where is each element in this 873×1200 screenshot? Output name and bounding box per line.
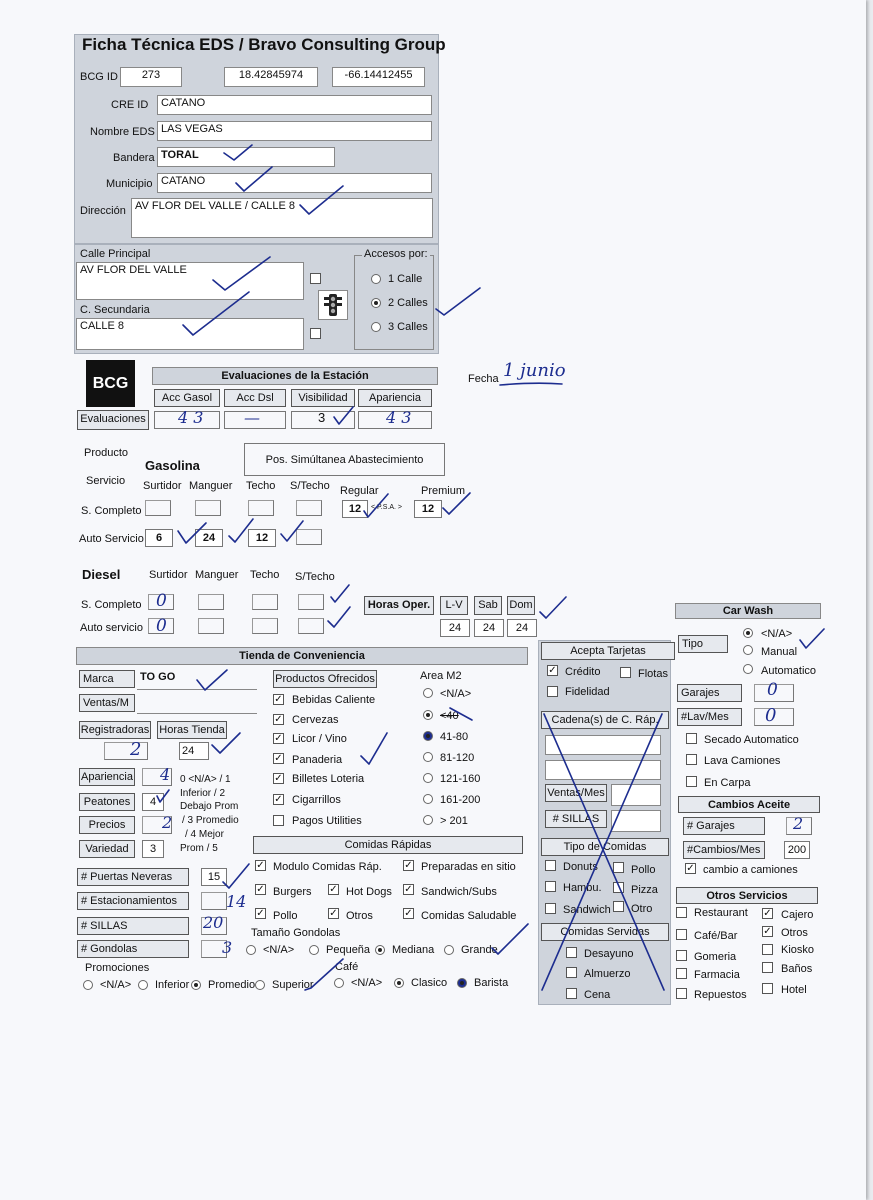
cafe-label: Café	[335, 961, 359, 973]
garajes-label: Garajes	[677, 684, 742, 702]
gondolas-label: # Gondolas	[77, 940, 189, 958]
marca-field[interactable]: TO GO	[137, 670, 257, 690]
restaurant-checkbox[interactable]	[676, 907, 687, 918]
c-garajes-hw: 2	[793, 814, 804, 833]
tipo-donuts-label: Donuts	[563, 861, 598, 873]
dsl-auto-hw: 0	[156, 616, 167, 636]
gas-col-surtidor: Surtidor	[143, 480, 182, 492]
accesos-3-radio[interactable]	[371, 322, 381, 332]
cr-modulo-label: Modulo Comidas Ráp.	[273, 861, 382, 873]
calle-principal-checkbox[interactable]	[310, 273, 321, 284]
repuestos-checkbox[interactable]	[676, 988, 687, 999]
evaluaciones-header: Evaluaciones de la Estación	[152, 367, 438, 385]
gondolas-hw: 3	[222, 938, 233, 957]
regular-value[interactable]: 12	[342, 500, 368, 518]
prod-bebidas-checkbox[interactable]: ✓	[274, 694, 283, 705]
s-completo-label: S. Completo	[81, 505, 142, 517]
calle-secundaria-checkbox[interactable]	[310, 328, 321, 339]
restaurant-label: Restaurant	[694, 907, 748, 919]
area-121-160-radio[interactable]	[423, 773, 433, 783]
credito-label: Crédito	[565, 666, 601, 678]
tipo-sandwich-label: Sandwich	[563, 904, 611, 916]
variedad-label: Variedad	[79, 840, 135, 858]
precios-hw: 2	[162, 813, 173, 832]
area-201-radio[interactable]	[423, 815, 433, 825]
dsl-sc-techo[interactable]	[252, 594, 278, 610]
cr-modulo-checkbox[interactable]: ✓	[256, 860, 265, 871]
repuestos-label: Repuestos	[694, 989, 747, 1001]
cena-checkbox[interactable]	[566, 988, 577, 999]
cw-manual-label: Manual	[761, 646, 798, 658]
almuerzo-label: Almuerzo	[584, 968, 631, 980]
gas-sc-stecho[interactable]	[296, 500, 322, 516]
farmacia-label: Farmacia	[694, 969, 740, 981]
cadena-header: Cadena(s) de C. Ráp.	[541, 711, 669, 729]
dsl-sc-manguer[interactable]	[198, 594, 224, 610]
horas-oper-button[interactable]: Horas Oper.	[364, 596, 434, 615]
cajero-checkbox[interactable]: ✓	[763, 908, 772, 919]
tamano-mediana-label: Mediana	[392, 944, 435, 956]
cafe-na-label: <N/A>	[351, 977, 383, 989]
ventas-mes-label: Ventas/Mes	[545, 784, 607, 802]
gas-col-techo: Techo	[246, 480, 276, 492]
puertas-field[interactable]: 15	[201, 868, 227, 886]
registradoras-hw: 2	[130, 739, 142, 760]
comidas-rapidas-header: Comidas Rápidas	[253, 836, 523, 854]
scale-line-5: / 4 Mejor	[185, 829, 224, 840]
sillas-label: # SILLAS	[77, 917, 189, 935]
scale-line-4: / 3 Promedio	[182, 815, 239, 826]
area-201-label: > 201	[440, 815, 468, 827]
tipo-label: Tipo	[678, 635, 728, 653]
cadena-field-2[interactable]	[545, 760, 661, 780]
cafe-na-radio[interactable]	[334, 978, 344, 988]
area-81-120-radio[interactable]	[423, 752, 433, 762]
form-title: Ficha Técnica EDS / Bravo Consulting Group	[82, 35, 446, 54]
tipo-sandwich-checkbox[interactable]	[545, 903, 556, 914]
horas-dom-value[interactable]: 24	[507, 619, 537, 637]
nombre-label: Nombre EDS	[90, 126, 155, 138]
area-121-160-label: 121-160	[440, 773, 481, 785]
cajero-label: Cajero	[781, 909, 814, 921]
dsl-auto-stecho[interactable]	[298, 618, 324, 634]
underline-fecha	[500, 383, 562, 385]
eval-col-apariencia: Apariencia	[358, 389, 432, 407]
pos-simultanea-box: Pos. Simúltanea Abastecimiento	[244, 443, 445, 476]
flotas-label: Flotas	[638, 668, 668, 680]
farmacia-checkbox[interactable]	[676, 968, 687, 979]
gomeria-label: Gomeria	[694, 951, 737, 963]
gas-auto-techo[interactable]: 12	[248, 529, 276, 547]
secado-checkbox[interactable]	[686, 733, 697, 744]
desayuno-checkbox[interactable]	[566, 947, 577, 958]
hotel-checkbox[interactable]	[762, 983, 773, 994]
municipio-label: Municipio	[106, 178, 153, 190]
diesel-heading: Diesel	[82, 567, 121, 582]
latitude-field[interactable]: 18.42845974	[224, 67, 318, 87]
gasolina-heading: Gasolina	[145, 458, 200, 473]
cafe-clasico-label: Clasico	[411, 977, 448, 989]
credito-checkbox[interactable]: ✓	[548, 665, 557, 676]
promociones-label: Promociones	[85, 962, 150, 974]
fecha-label: Fecha	[468, 373, 499, 385]
psa-label: < P.S.A. >	[371, 504, 403, 511]
otros-checkbox[interactable]: ✓	[763, 926, 772, 937]
prod-licor-label: Licor / Vino	[292, 733, 347, 745]
lav-mes-label: #Lav/Mes	[677, 708, 742, 726]
premium-label: Premium	[421, 485, 466, 497]
tipo-pollo-label: Pollo	[631, 864, 656, 876]
tipo-otro-checkbox[interactable]	[613, 901, 624, 912]
fidelidad-label: Fidelidad	[565, 686, 610, 698]
area-40-radio[interactable]	[423, 710, 433, 720]
accesos-2-label: 2 Calles	[388, 297, 428, 309]
dsl-col-manguer: Manguer	[195, 569, 239, 581]
cw-na-label: <N/A>	[761, 628, 793, 640]
eval-col-acc-dsl: Acc Dsl	[224, 389, 286, 407]
estacionamientos-label: # Estacionamientos	[77, 892, 189, 910]
cambios-aceite-header: Cambios Aceite	[678, 796, 820, 813]
check-mark-horas	[540, 597, 566, 618]
accesos-2-radio[interactable]	[371, 298, 381, 308]
sillas-hw: 20	[203, 913, 224, 932]
c-cambios-field[interactable]: 200	[784, 841, 810, 859]
cadena-sillas-field[interactable]	[611, 810, 661, 832]
banos-label: Baños	[781, 963, 813, 975]
calle-principal-label: Calle Principal	[80, 248, 151, 260]
camiones-label: cambio a camiones	[703, 864, 798, 876]
gas-sc-manguer[interactable]	[195, 500, 221, 516]
gas-auto-manguer[interactable]: 24	[195, 529, 223, 547]
calle-secundaria-field[interactable]: CALLE 8	[76, 318, 304, 350]
cadena-sillas-label: # SILLAS	[545, 810, 607, 828]
cr-sandwich-label: Sandwich/Subs	[421, 886, 497, 898]
otros-servicios-header: Otros Servicios	[676, 887, 818, 904]
scale-line-3: Debajo Prom	[180, 801, 239, 812]
ventas-mes-field[interactable]	[611, 784, 661, 806]
area-161-200-label: 161-200	[440, 794, 481, 806]
cr-preparadas-checkbox[interactable]: ✓	[404, 860, 413, 871]
gas-col-manguer: Manguer	[189, 480, 233, 492]
fecha-value: 1 junio	[503, 360, 566, 381]
tipo-pizza-label: Pizza	[631, 884, 658, 896]
bcg-logo: BCG	[86, 360, 135, 407]
prod-cigarrillos-checkbox[interactable]: ✓	[274, 794, 283, 805]
gas-auto-stecho[interactable]	[296, 529, 322, 545]
nombre-field[interactable]: LAS VEGAS	[157, 121, 432, 141]
eval-acc-gasol-value: 4 3	[178, 408, 204, 427]
gas-sc-surtidor[interactable]	[145, 500, 171, 516]
cre-id-label: CRE ID	[111, 99, 149, 111]
marca-label: Marca	[79, 670, 135, 688]
tipo-hambu-label: Hambu.	[563, 882, 602, 894]
cr-preparadas-label: Preparadas en sitio	[421, 861, 516, 873]
area-na-radio[interactable]	[423, 688, 433, 698]
dsl-sc-stecho[interactable]	[298, 594, 324, 610]
horas-lv-value[interactable]: 24	[440, 619, 470, 637]
c-cambios-label: #Cambios/Mes	[683, 841, 765, 859]
eval-col-visibilidad: Visibilidad	[291, 389, 355, 407]
eval-acc-dsl-value: —	[244, 408, 260, 427]
en-carpa-label: En Carpa	[704, 777, 751, 789]
cafe-barista-label: Barista	[474, 977, 509, 989]
ventas-label: Ventas/M	[79, 694, 135, 712]
tamano-na-label: <N/A>	[263, 944, 295, 956]
cr-hotdogs-label: Hot Dogs	[346, 886, 392, 898]
cr-otros-label: Otros	[346, 910, 373, 922]
longitude-field[interactable]: -66.14412455	[332, 67, 425, 87]
bandera-label: Bandera	[113, 152, 155, 164]
prod-licor-checkbox[interactable]: ✓	[274, 733, 283, 744]
puertas-label: # Puertas Neveras	[77, 868, 189, 886]
area-41-80-radio[interactable]	[423, 731, 433, 741]
promo-inferior-label: Inferior	[155, 979, 190, 991]
horas-col-lv: L-V	[440, 596, 468, 615]
dsl-sc-hw: 0	[156, 591, 167, 611]
area-41-80-label: 41-80	[440, 731, 469, 743]
cafebar-label: Café/Bar	[694, 930, 738, 942]
accesos-3-label: 3 Calles	[388, 321, 428, 333]
otros-label: Otros	[781, 927, 808, 939]
cr-pollo-checkbox[interactable]: ✓	[256, 908, 265, 919]
tipo-pollo-checkbox[interactable]	[613, 862, 624, 873]
apariencia-label: Apariencia	[79, 768, 135, 786]
gas-sc-techo[interactable]	[248, 500, 274, 516]
cena-label: Cena	[584, 989, 611, 1001]
tamano-label: Tamaño Gondolas	[251, 927, 341, 939]
prod-pagos-checkbox[interactable]	[273, 815, 284, 826]
cw-manual-radio[interactable]	[743, 645, 753, 655]
dsl-s-completo-label: S. Completo	[81, 599, 142, 611]
lava-camiones-label: Lava Camiones	[704, 755, 781, 767]
ventas-field[interactable]	[137, 694, 257, 714]
tamano-na-radio[interactable]	[246, 945, 256, 955]
dsl-auto-manguer[interactable]	[198, 618, 224, 634]
check-mark-dsl-auto	[328, 607, 350, 627]
lav-mes-hw: 0	[765, 705, 777, 726]
cr-sandwich-checkbox[interactable]: ✓	[404, 884, 413, 895]
dsl-col-surtidor: Surtidor	[149, 569, 188, 581]
gas-auto-surtidor[interactable]: 6	[145, 529, 173, 547]
horas-col-sab: Sab	[474, 596, 502, 615]
dsl-col-stecho: S/Techo	[295, 571, 335, 583]
secado-label: Secado Automatico	[704, 734, 799, 746]
area-40-label: <40	[440, 710, 459, 722]
cw-na-radio[interactable]	[743, 628, 753, 638]
tamano-pequena-label: Pequeña	[326, 944, 371, 956]
direccion-field[interactable]: AV FLOR DEL VALLE / CALLE 8	[131, 198, 433, 238]
cr-saludable-label: Comidas Saludable	[421, 910, 517, 922]
tamano-mediana-radio[interactable]	[375, 945, 385, 955]
prod-cervezas-checkbox[interactable]: ✓	[274, 714, 283, 725]
tipo-donuts-checkbox[interactable]	[545, 860, 556, 871]
promo-superior-radio[interactable]	[255, 980, 265, 990]
fidelidad-checkbox[interactable]	[547, 686, 558, 697]
check-mark-car-wash	[800, 629, 824, 648]
scale-line-2: Inferior / 2	[180, 788, 226, 799]
cr-pollo-label: Pollo	[273, 910, 298, 922]
banos-checkbox[interactable]	[762, 962, 773, 973]
horas-tienda-label: Horas Tienda	[157, 721, 227, 739]
eval-col-acc-gasol: Acc Gasol	[154, 389, 220, 407]
gomeria-checkbox[interactable]	[676, 950, 687, 961]
en-carpa-checkbox[interactable]	[686, 776, 697, 787]
tipo-otro-label: Otro	[631, 903, 653, 915]
cr-burgers-label: Burgers	[273, 886, 312, 898]
tipo-hambu-checkbox[interactable]	[545, 881, 556, 892]
scale-line-1: 0 <N/A> / 1	[180, 774, 231, 785]
promo-promedio-label: Promedio	[208, 979, 256, 991]
tamano-grande-label: Grande	[461, 944, 498, 956]
cw-automatico-radio[interactable]	[743, 664, 753, 674]
cw-automatico-label: Automatico	[761, 665, 817, 677]
horas-sab-value[interactable]: 24	[474, 619, 504, 637]
productos-header: Productos Ofrecidos	[273, 670, 377, 688]
cr-otros-checkbox[interactable]: ✓	[329, 908, 338, 919]
cre-id-field[interactable]: CATANO	[157, 95, 432, 115]
dsl-col-techo: Techo	[250, 569, 280, 581]
dsl-auto-techo[interactable]	[252, 618, 278, 634]
desayuno-label: Desayuno	[584, 948, 634, 960]
prod-loteria-label: Billetes Loteria	[292, 773, 365, 785]
regular-label: Regular	[340, 485, 379, 497]
car-wash-header: Car Wash	[675, 603, 821, 619]
cadena-field-1[interactable]	[545, 735, 661, 755]
direccion-label: Dirección	[80, 205, 126, 217]
precios-label: Precios	[79, 816, 135, 834]
area-81-120-label: 81-120	[440, 752, 475, 764]
cr-burgers-checkbox[interactable]: ✓	[256, 884, 265, 895]
garajes-hw: 0	[767, 680, 778, 700]
calle-principal-field[interactable]: AV FLOR DEL VALLE	[76, 262, 304, 300]
registradoras-label: Registradoras	[79, 721, 151, 739]
auto-servicio-label: Auto Servicio	[79, 533, 144, 545]
prod-bebidas-label: Bebidas Caliente	[292, 694, 376, 706]
c-garajes-label: # Garajes	[683, 817, 765, 835]
municipio-field[interactable]: CATANO	[157, 173, 432, 193]
tamano-pequena-radio[interactable]	[309, 945, 319, 955]
promo-superior-label: Superior	[272, 979, 314, 991]
promo-na-label: <N/A>	[100, 979, 132, 991]
variedad-field[interactable]: 3	[142, 840, 164, 858]
gas-col-stecho: S/Techo	[290, 480, 330, 492]
area-m2-label: Area M2	[420, 670, 462, 682]
bcg-id-label: BCG ID	[80, 71, 118, 83]
cafe-barista-radio[interactable]	[457, 978, 467, 988]
eval-visibilidad-value: 3	[318, 410, 326, 425]
accesos-1-label: 1 Calle	[388, 273, 423, 285]
bcg-id-field[interactable]: 273	[120, 67, 182, 87]
lava-camiones-checkbox[interactable]	[686, 754, 697, 765]
bandera-field[interactable]: TORAL	[157, 147, 335, 167]
horas-tienda-field[interactable]: 24	[179, 742, 209, 760]
servidas-header: Comidas Servidas	[541, 923, 669, 941]
acepta-tarjetas-header: Acepta Tarjetas	[541, 642, 675, 660]
horas-col-dom: Dom	[507, 596, 535, 615]
dsl-auto-label: Auto servicio	[80, 622, 143, 634]
estacionamientos-field[interactable]	[201, 892, 227, 910]
cr-saludable-checkbox[interactable]: ✓	[404, 908, 413, 919]
prod-panaderia-checkbox[interactable]: ✓	[274, 753, 283, 764]
tipo-pizza-checkbox[interactable]	[613, 882, 624, 893]
cafebar-checkbox[interactable]	[676, 929, 687, 940]
tienda-header: Tienda de Conveniencia	[76, 647, 528, 665]
prod-panaderia-label: Panaderia	[292, 754, 343, 766]
traffic-light-icon	[318, 290, 348, 320]
area-na-label: <N/A>	[440, 688, 472, 700]
kiosko-checkbox[interactable]	[762, 944, 773, 955]
tipo-comidas-header: Tipo de Comidas	[541, 838, 669, 856]
cr-hotdogs-checkbox[interactable]: ✓	[329, 884, 338, 895]
premium-value[interactable]: 12	[414, 500, 442, 518]
estacionamientos-hw: 14	[226, 892, 247, 911]
hotel-label: Hotel	[781, 984, 807, 996]
area-161-200-radio[interactable]	[423, 794, 433, 804]
prod-loteria-checkbox[interactable]: ✓	[274, 773, 283, 784]
check-mark-productos	[361, 733, 387, 764]
prod-cigarrillos-label: Cigarrillos	[292, 794, 341, 806]
tamano-grande-radio[interactable]	[444, 945, 454, 955]
evaluaciones-button[interactable]: Evaluaciones	[77, 410, 149, 430]
promo-inferior-radio[interactable]	[138, 980, 148, 990]
promo-na-radio[interactable]	[83, 980, 93, 990]
prod-pagos-label: Pagos Utilities	[292, 815, 362, 827]
promo-promedio-radio[interactable]	[191, 980, 201, 990]
cafe-clasico-radio[interactable]	[394, 978, 404, 988]
accesos-label: Accesos por:	[364, 248, 428, 260]
almuerzo-checkbox[interactable]	[566, 967, 577, 978]
kiosko-label: Kiosko	[781, 944, 815, 956]
prod-cervezas-label: Cervezas	[292, 714, 339, 726]
servicio-label: Servicio	[86, 475, 126, 487]
camiones-checkbox[interactable]: ✓	[686, 863, 695, 874]
flotas-checkbox[interactable]	[620, 667, 631, 678]
eval-apariencia-value: 4 3	[386, 408, 412, 427]
check-mark-dsl-sc	[331, 585, 349, 602]
accesos-1-radio[interactable]	[371, 274, 381, 284]
apariencia-hw: 4	[160, 765, 171, 784]
peatones-label: Peatones	[79, 793, 135, 811]
calle-secundaria-label: C. Secundaria	[80, 304, 150, 316]
peatones-field[interactable]: 4	[142, 793, 164, 811]
producto-label: Producto	[84, 447, 129, 459]
scale-line-6: Prom / 5	[180, 843, 218, 854]
check-mark-accesos	[436, 288, 480, 315]
